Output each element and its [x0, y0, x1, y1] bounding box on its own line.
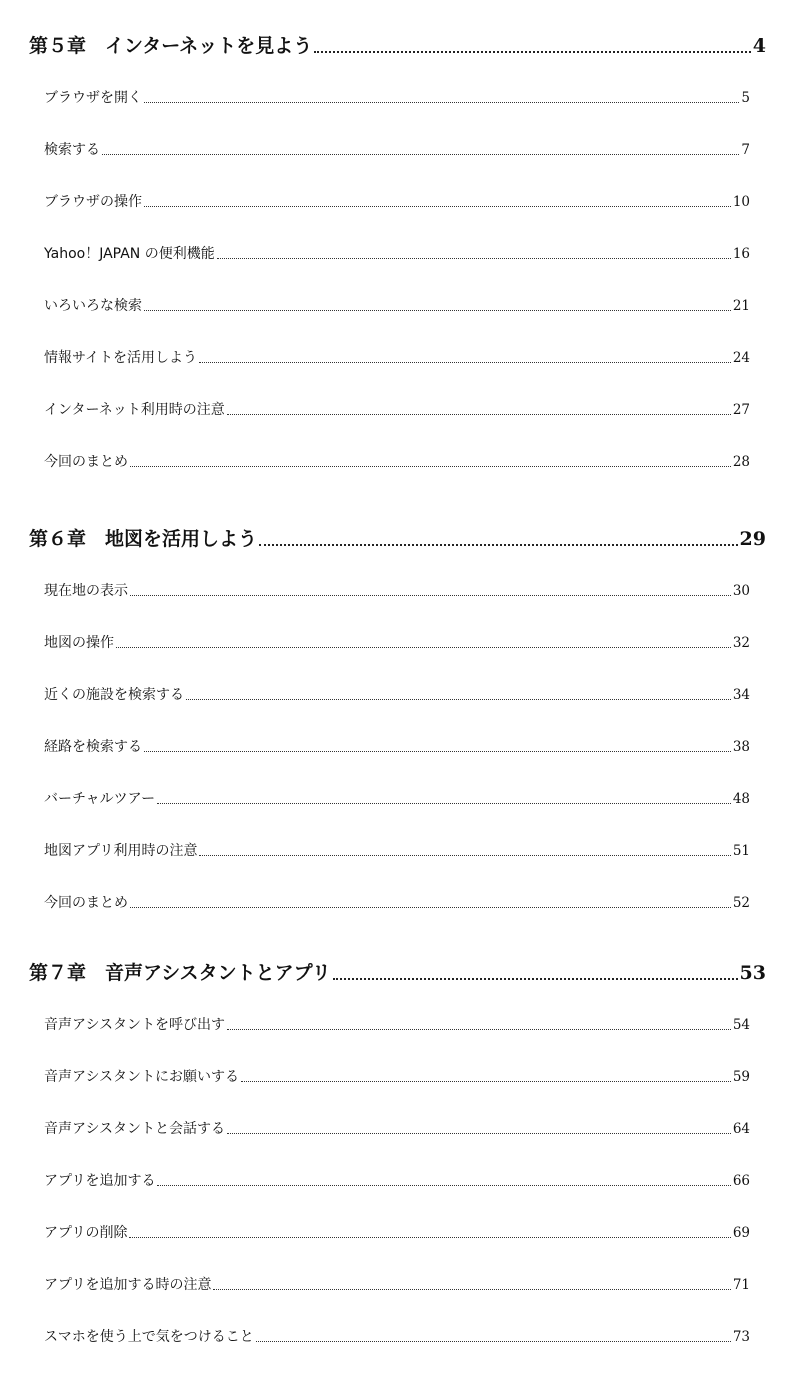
dot-leader	[241, 1081, 731, 1082]
entry-title: 今回のまとめ	[44, 895, 128, 911]
entry-title: アプリを追加する時の注意	[44, 1277, 212, 1293]
entry-title: バーチャルツアー	[44, 791, 156, 807]
dot-leader	[144, 310, 731, 311]
entry-page-number: 64	[732, 1121, 750, 1137]
entry-title: 検索する	[44, 142, 100, 158]
toc-entry	[44, 789, 750, 809]
toc-entry	[44, 685, 750, 705]
entry-title: 音声アシスタントにお願いする	[44, 1069, 240, 1085]
entry-title: 音声アシスタントと会話する	[44, 1121, 226, 1137]
dot-leader	[144, 102, 739, 103]
entry-page-number: 66	[732, 1173, 750, 1189]
chapter-heading	[29, 33, 766, 59]
dot-leader	[116, 647, 731, 648]
entry-page-number: 10	[732, 194, 750, 210]
chapter-title: 第７章 音声アシスタントとアプリ	[29, 962, 331, 984]
entry-title: いろいろな検索	[44, 298, 142, 314]
entry-title: 情報サイトを活用しよう	[44, 350, 198, 366]
toc-entry	[44, 1119, 750, 1139]
chapter-page-number: 29	[739, 528, 766, 550]
entry-page-number: 59	[732, 1069, 750, 1085]
dot-leader	[186, 699, 731, 700]
entry-page-number: 7	[741, 142, 750, 158]
entry-page-number: 21	[732, 298, 750, 314]
entry-title: 音声アシスタントを呼び出す	[44, 1017, 226, 1033]
dot-leader	[256, 1341, 731, 1342]
toc-entry	[44, 893, 750, 913]
entry-title: スマホを使う上で気をつけること	[44, 1329, 254, 1345]
entry-page-number: 34	[732, 687, 750, 703]
entry-title: ブラウザを開く	[44, 90, 142, 106]
entry-title: 今回のまとめ	[44, 454, 128, 470]
entry-title: 経路を検索する	[44, 739, 142, 755]
entry-title: 地図アプリ利用時の注意	[44, 843, 198, 859]
entry-page-number: 48	[732, 791, 750, 807]
dot-leader	[157, 803, 731, 804]
dot-leader	[130, 466, 731, 467]
toc-entry	[44, 1223, 750, 1243]
entry-page-number: 32	[732, 635, 750, 651]
toc-entry	[44, 737, 750, 757]
dot-leader	[129, 1237, 730, 1238]
dot-leader	[199, 855, 730, 856]
entry-title: インターネット利用時の注意	[44, 402, 225, 418]
entry-page-number: 73	[732, 1329, 750, 1345]
dot-leader	[130, 595, 731, 596]
chapter-heading	[29, 960, 766, 986]
dot-leader	[227, 414, 731, 415]
toc-entry	[44, 244, 750, 264]
dot-leader	[227, 1029, 731, 1030]
dot-leader	[213, 1289, 730, 1290]
toc-entry	[44, 192, 750, 212]
chapter-title: 第５章 インターネットを見よう	[29, 35, 313, 57]
toc-entry	[44, 1015, 750, 1035]
toc-entry	[44, 348, 750, 368]
toc-entry	[44, 633, 750, 653]
toc-entry	[44, 296, 750, 316]
entry-page-number: 28	[732, 454, 750, 470]
chapter-page-number: 4	[752, 35, 766, 57]
toc-entry	[44, 581, 750, 601]
dot-leader	[144, 751, 731, 752]
dot-leader	[144, 206, 731, 207]
entry-page-number: 5	[741, 90, 750, 106]
chapter-title: 第６章 地図を活用しよう	[29, 528, 258, 550]
entry-page-number: 69	[732, 1225, 750, 1241]
dot-leader	[130, 907, 731, 908]
dot-leader	[102, 154, 739, 155]
entry-page-number: 27	[732, 402, 750, 418]
entry-page-number: 71	[732, 1277, 750, 1293]
entry-title: 現在地の表示	[44, 583, 128, 599]
toc-entry	[44, 1067, 750, 1087]
entry-title: アプリの削除	[44, 1225, 128, 1241]
entry-page-number: 30	[732, 583, 750, 599]
toc-entry	[44, 841, 750, 861]
toc-entry	[44, 140, 750, 160]
entry-page-number: 38	[732, 739, 750, 755]
dot-leader	[314, 51, 750, 53]
toc-entry	[44, 88, 750, 108]
toc-entry	[44, 1171, 750, 1191]
entry-title: ブラウザの操作	[44, 194, 142, 210]
dot-leader	[199, 362, 731, 363]
dot-leader	[227, 1133, 731, 1134]
toc-entry	[44, 400, 750, 420]
chapter-page-number: 53	[739, 962, 766, 984]
entry-title: Yahoo！JAPAN の便利機能	[44, 246, 215, 262]
dot-leader	[333, 978, 738, 980]
entry-page-number: 24	[732, 350, 750, 366]
toc-entry	[44, 452, 750, 472]
dot-leader	[157, 1185, 730, 1186]
entry-page-number: 54	[732, 1017, 750, 1033]
toc-entry	[44, 1275, 750, 1295]
entry-title: 地図の操作	[44, 635, 114, 651]
toc-entry	[44, 1327, 750, 1347]
entry-title: アプリを追加する	[44, 1173, 156, 1189]
entry-page-number: 51	[732, 843, 750, 859]
dot-leader	[217, 258, 731, 259]
dot-leader	[259, 544, 738, 546]
chapter-heading	[29, 526, 766, 552]
entry-page-number: 16	[732, 246, 750, 262]
entry-title: 近くの施設を検索する	[44, 687, 184, 703]
entry-page-number: 52	[732, 895, 750, 911]
